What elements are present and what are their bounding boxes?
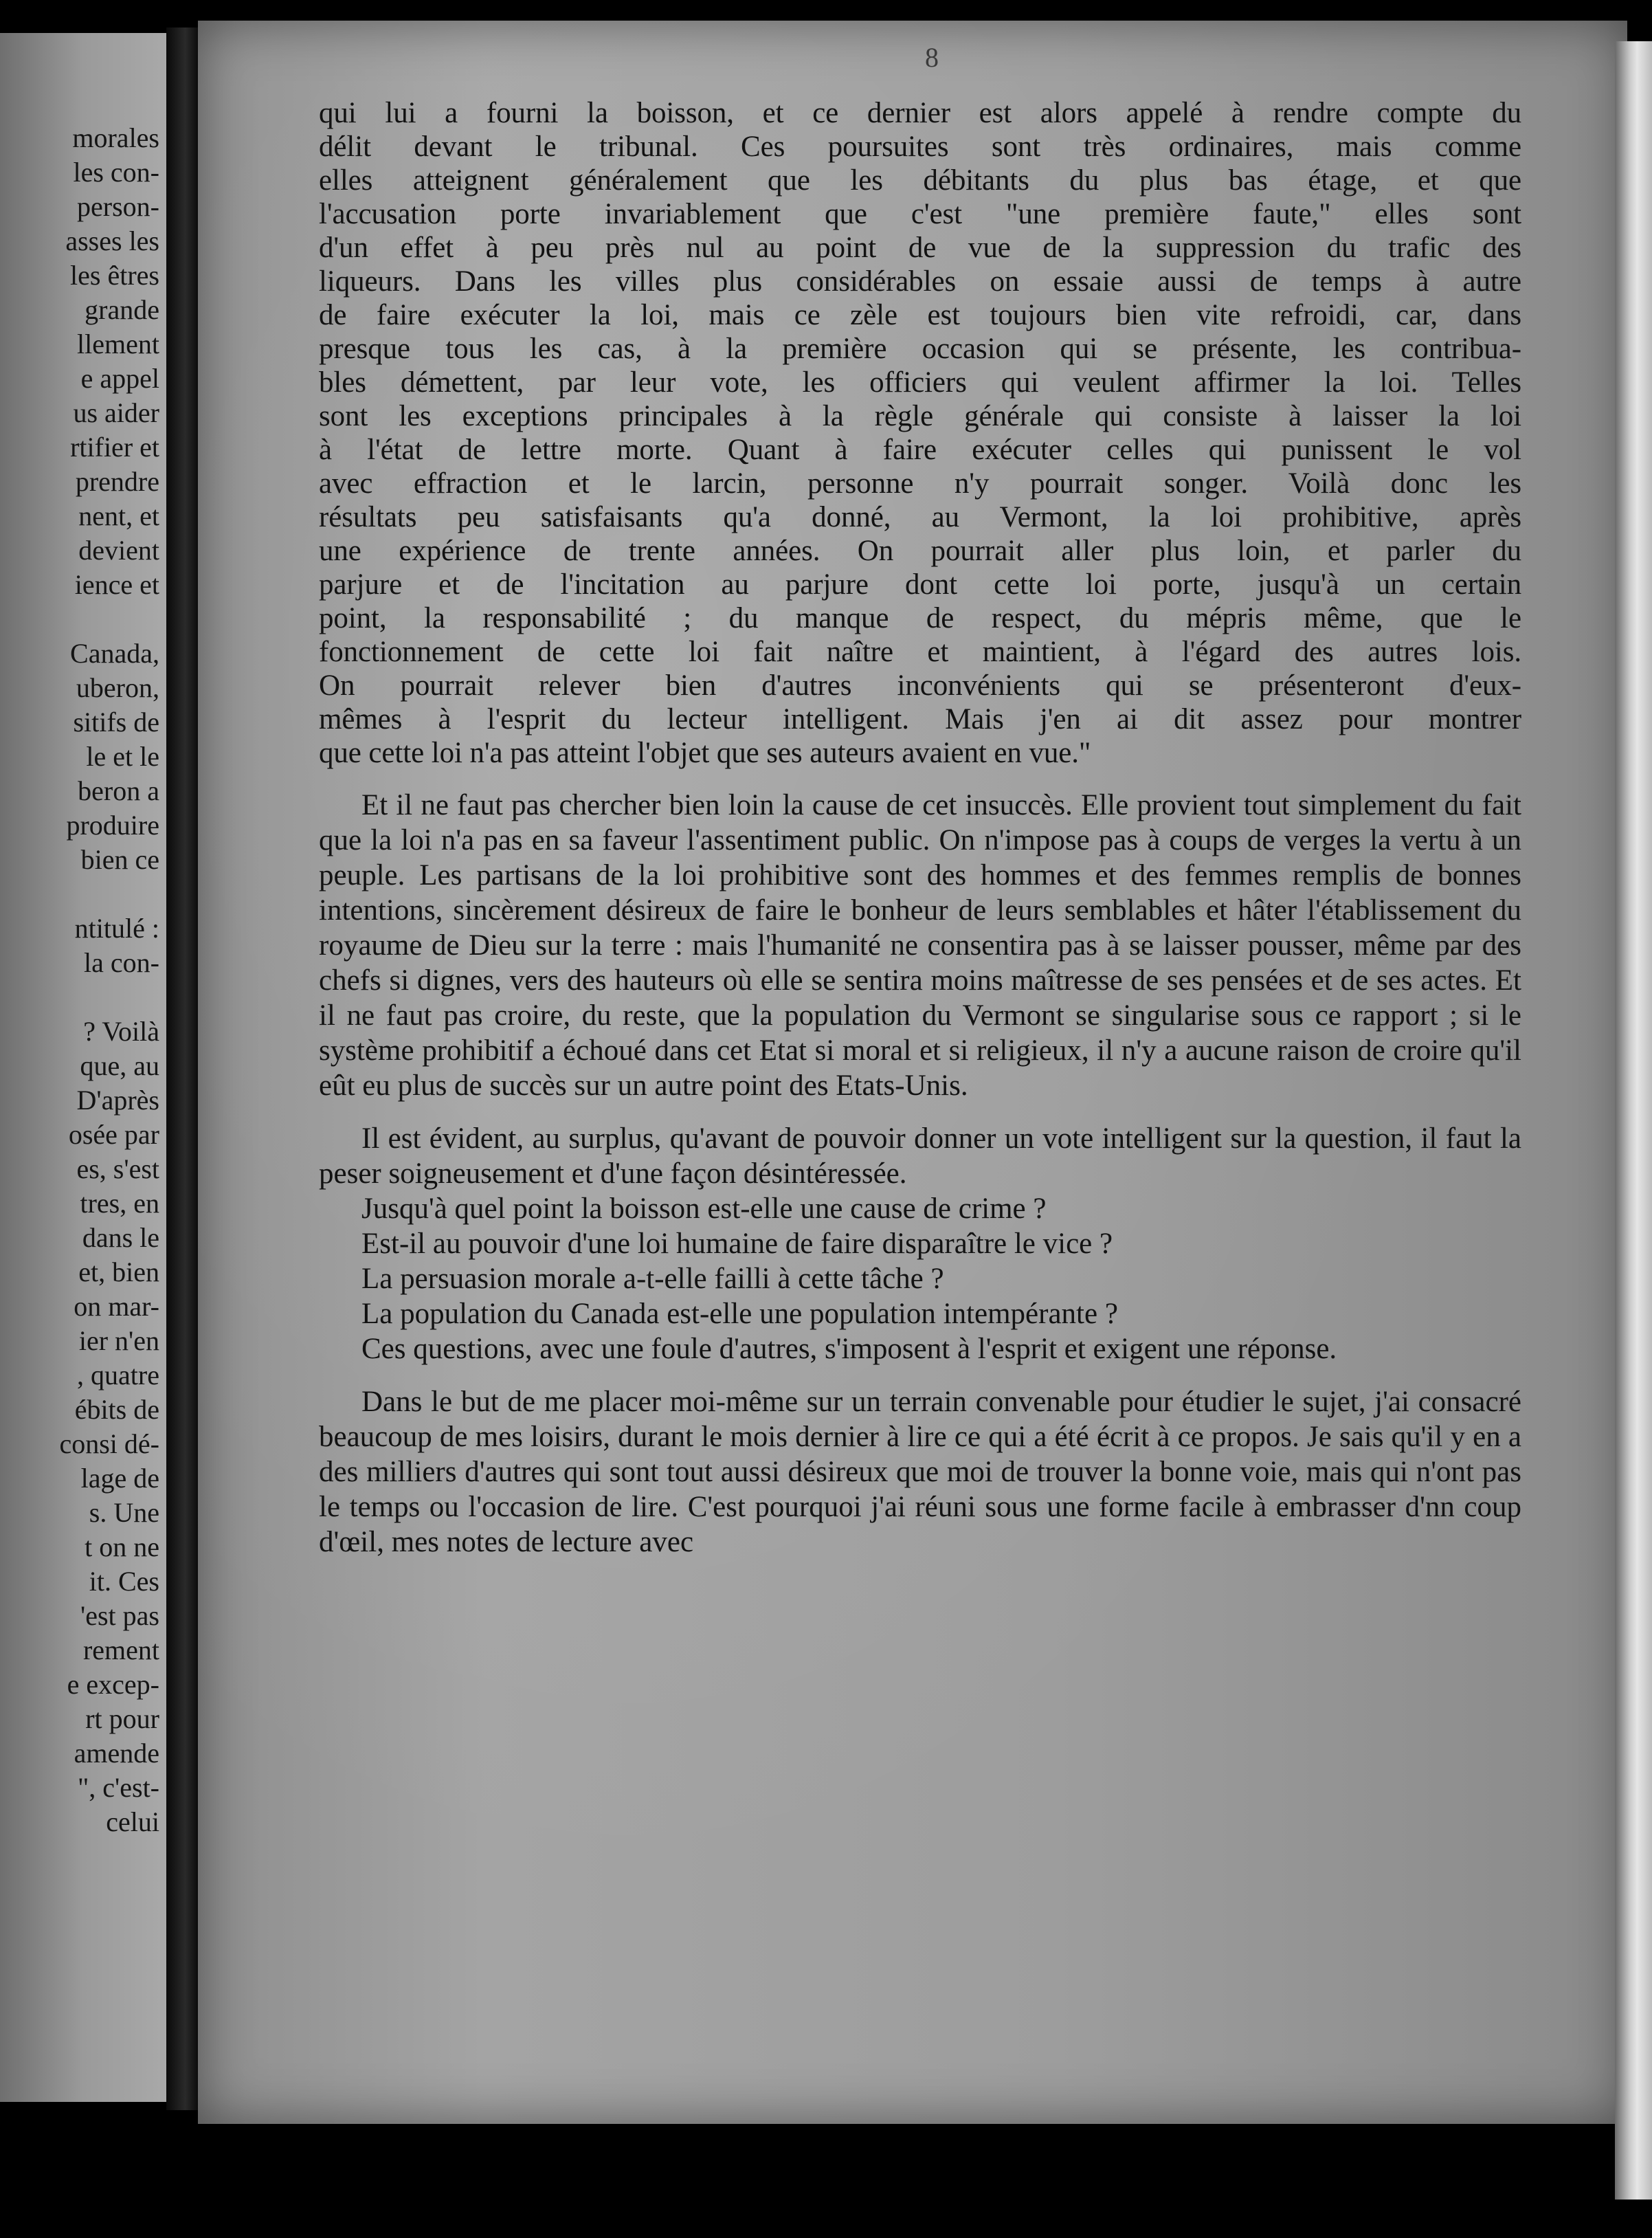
quote-line: parjure et de l'incitation au parjure dont cette loi porte, jusqu'à un certain xyxy=(319,568,1521,601)
left-fragment: t on ne xyxy=(85,1531,159,1562)
left-fragment: amende xyxy=(74,1738,159,1769)
quote-line: bles démettent, par leur vote, les officiers qui veulent affirmer la loi. Telles xyxy=(319,366,1521,399)
question-item: Est-il au pouvoir d'une loi humaine de faire disparaître le vice ? xyxy=(361,1228,1113,1260)
left-fragment: 'est pas xyxy=(80,1600,159,1631)
left-fragment: uberon, xyxy=(76,672,159,703)
left-fragment: us aider xyxy=(73,397,159,428)
left-fragment: dans le xyxy=(82,1222,159,1253)
question-item: Jusqu'à quel point la boisson est-elle une cause de crime ? xyxy=(361,1193,1047,1225)
left-fragment: tres, en xyxy=(80,1188,159,1219)
quote-line: que cette loi n'a pas atteint l'objet que ses auteurs avaient en vue." xyxy=(319,737,1091,769)
left-fragment: e excep- xyxy=(67,1669,159,1700)
paragraph: Il est évident, au surplus, qu'avant de pouvoir donner un vote intelligent sur la question, il faut la peser soigneusement et d'une façon désintéressée. xyxy=(319,1122,1521,1190)
question-item: La persuasion morale a-t-elle failli à cette tâche ? xyxy=(361,1263,944,1295)
page-stack-edge xyxy=(1615,41,1652,2200)
book-gutter xyxy=(166,27,198,2110)
left-fragment: s. Une xyxy=(89,1497,159,1528)
left-fragment: ébits de xyxy=(74,1394,159,1425)
main-page xyxy=(198,21,1627,2124)
left-fragment: , quatre xyxy=(77,1360,159,1391)
page-body xyxy=(319,96,1521,1577)
left-fragment: osée par xyxy=(68,1119,159,1150)
left-fragment: le et le xyxy=(86,741,159,772)
left-fragment: et, bien xyxy=(78,1256,159,1287)
left-fragment: it. Ces xyxy=(89,1566,159,1597)
left-page xyxy=(0,33,166,2102)
quoted-passage xyxy=(319,96,1521,770)
left-fragment: lage de xyxy=(80,1463,159,1494)
quote-line: elles atteignent généralement que les débitants du plus bas étage, et que xyxy=(319,164,1521,197)
left-fragment: ", c'est- xyxy=(77,1772,159,1803)
quote-line: délit devant le tribunal. Ces poursuites sont très ordinaires, mais comme xyxy=(319,131,1521,163)
paragraph: Et il ne faut pas chercher bien loin la cause de cet insuccès. Elle provient tout simplement du fait que la loi n'a pas en sa faveur l'assentiment public. On n'impose pas à coups de verges la vertu à un peuple. Les partisans de la loi prohibitive sont des hommes et des femmes remplis de bonnes intentions, sincèrement désireux de faire le bonheur de leurs semblables et hâter l'établissement du royaume de Dieu sur la terre : mais l'humanité ne consentira pas à se laisser pousser, même par des chefs si dignes, vers des hauteurs où elle se sentira moins maîtresse de ses pensées et de ses actes. Et il ne faut pas croire, du reste, que la population du Vermont se singularise sous ce rapport ; si le système prohibitif a échoué dans cet Etat si moral et si religieux, il n'y a aucune raison de croire qu'il eût eu plus de succès sur un autre point des Etats-Unis. xyxy=(319,789,1521,1102)
quote-line: presque tous les cas, à la première occasion qui se présente, les contribua- xyxy=(319,333,1521,365)
left-fragment: celui xyxy=(106,1806,159,1837)
left-fragment: beron a xyxy=(78,775,159,806)
left-fragment: rement xyxy=(82,1635,159,1665)
page-number: 8 xyxy=(925,42,939,73)
left-fragment: ience et xyxy=(74,569,159,600)
quote-line: d'un effet à peu près nul au point de vue de la suppression du trafic des xyxy=(319,232,1521,264)
left-fragment: morales xyxy=(72,122,159,153)
left-fragment: les êtres xyxy=(70,260,159,291)
left-fragment: person- xyxy=(77,191,159,222)
quote-line: On pourrait relever bien d'autres inconvénients qui se présenteront d'eux- xyxy=(319,669,1521,702)
quote-line: avec effraction et le larcin, personne n'y pourrait songer. Voilà donc les xyxy=(319,467,1521,500)
left-fragment: ? Voilà xyxy=(83,1016,159,1047)
quote-line: à l'état de lettre morte. Quant à faire exécuter celles qui punissent le vol xyxy=(319,434,1521,466)
left-fragment xyxy=(59,980,159,1015)
quote-line: de faire exécuter la loi, mais ce zèle est toujours bien vite refroidi, car, dans xyxy=(319,299,1521,331)
left-fragment: D'après xyxy=(76,1085,159,1116)
question-list xyxy=(319,1191,1521,1331)
left-fragment xyxy=(59,602,159,636)
left-fragment: les con- xyxy=(73,157,159,188)
left-fragment: ntitulé : xyxy=(74,913,159,944)
left-fragment: rtifier et xyxy=(70,432,159,463)
quote-line: une expérience de trente années. On pourrait aller plus loin, et parler du xyxy=(319,535,1521,567)
question-item: La population du Canada est-elle une population intempérante ? xyxy=(361,1298,1118,1330)
quote-line: résultats peu satisfaisants qu'a donné, au Vermont, la loi prohibitive, après xyxy=(319,501,1521,533)
left-fragment: e appel xyxy=(80,363,159,394)
paragraph: Dans le but de me placer moi-même sur un terrain convenable pour étudier le sujet, j'ai consacré beaucoup de mes loisirs, durant le mois dernier à lire ce qui a été écrit à ce propos. Je sais qu'il y en a des milliers d'autres qui sont tout aussi désireux que moi de trouver la bonne voie, mais qui n'ont pas le temps ou l'occasion de lire. C'est pourquoi j'ai réuni sous une forme facile à embrasser d'nn coup d'œil, mes notes de lecture avec xyxy=(319,1386,1521,1558)
left-fragment: bien ce xyxy=(80,844,159,875)
quote-line: point, la responsabilité ; du manque de respect, du mépris même, que le xyxy=(319,602,1521,634)
left-fragment: nent, et xyxy=(78,500,159,531)
left-fragment: Canada, xyxy=(70,638,159,669)
left-fragment: consi dé- xyxy=(59,1428,159,1459)
quote-line: fonctionnement de cette loi fait naître et maintient, à l'égard des autres lois. xyxy=(319,636,1521,668)
left-fragment: ier n'en xyxy=(78,1325,159,1356)
left-fragment xyxy=(59,877,159,911)
left-fragment: prendre xyxy=(75,466,159,497)
left-page-text xyxy=(59,121,159,1839)
left-fragment: produire xyxy=(66,810,159,841)
left-fragment: asses les xyxy=(65,225,159,256)
quote-line: qui lui a fourni la boisson, et ce dernier est alors appelé à rendre compte du xyxy=(319,97,1521,129)
quote-line: mêmes à l'esprit du lecteur intelligent. Mais j'en ai dit assez pour montrer xyxy=(319,703,1521,735)
quote-line: liqueurs. Dans les villes plus considérables on essaie aussi de temps à autre xyxy=(319,265,1521,298)
paragraph: Ces questions, avec une foule d'autres, s'imposent à l'esprit et exigent une réponse. xyxy=(361,1333,1337,1365)
quote-line: l'accusation porte invariablement que c'est "une première faute," elles sont xyxy=(319,198,1521,230)
left-fragment: la con- xyxy=(84,947,159,978)
left-fragment: llement xyxy=(77,329,159,359)
left-fragment: es, s'est xyxy=(76,1153,159,1184)
quote-line: sont les exceptions principales à la règle générale qui consiste à laisser la loi xyxy=(319,400,1521,432)
left-fragment: on mar- xyxy=(74,1291,159,1322)
left-fragment: sitifs de xyxy=(73,707,159,738)
left-fragment: rt pour xyxy=(85,1703,159,1734)
left-fragment: devient xyxy=(78,535,159,566)
left-fragment: grande xyxy=(85,294,159,325)
left-fragment: que, au xyxy=(80,1050,159,1081)
